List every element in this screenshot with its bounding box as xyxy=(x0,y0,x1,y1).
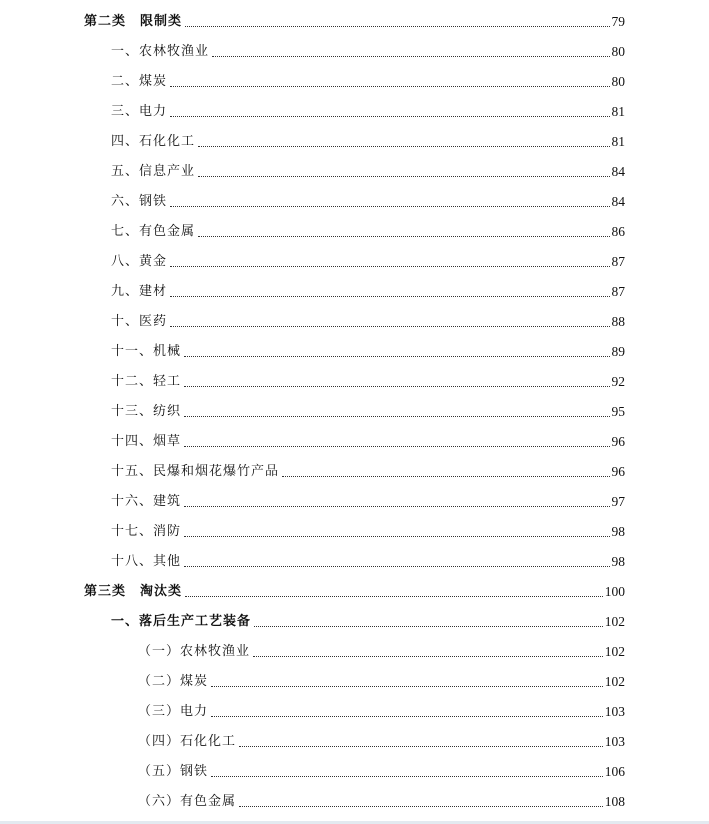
toc-label: （三）电力 xyxy=(138,704,209,719)
toc-entry-subsection[interactable] xyxy=(138,638,625,660)
toc-label: 十六、建筑 xyxy=(111,494,182,509)
toc-page-number: 97 xyxy=(611,494,625,509)
toc-entry[interactable] xyxy=(111,248,625,270)
dot-leader xyxy=(239,806,603,807)
dot-leader xyxy=(184,386,609,387)
toc-label: （二）煤炭 xyxy=(138,674,209,689)
dot-leader xyxy=(184,566,609,567)
toc-entry[interactable] xyxy=(111,98,625,120)
dot-leader xyxy=(254,626,603,627)
toc-page-number: 98 xyxy=(611,524,625,539)
toc-label: 十三、纺织 xyxy=(111,404,182,419)
toc-page-number: 96 xyxy=(611,464,625,479)
toc-label: 一、农林牧渔业 xyxy=(111,44,210,59)
toc-page-number: 87 xyxy=(611,284,625,299)
toc-label: （一）农林牧渔业 xyxy=(138,644,251,659)
dot-leader xyxy=(198,146,609,147)
toc-page-number: 103 xyxy=(604,734,625,749)
toc-page-number: 80 xyxy=(611,44,625,59)
dot-leader xyxy=(198,176,609,177)
toc-entry[interactable] xyxy=(111,458,625,480)
dot-leader xyxy=(239,746,603,747)
toc-entry[interactable] xyxy=(111,548,625,570)
toc-label: 第三类 淘汰类 xyxy=(84,584,183,599)
toc-page-number: 87 xyxy=(611,254,625,269)
dot-leader xyxy=(170,266,609,267)
toc-entry[interactable] xyxy=(111,188,625,210)
toc-entry[interactable] xyxy=(111,338,625,360)
toc-page-number: 102 xyxy=(604,674,625,689)
toc-page-number: 86 xyxy=(611,224,625,239)
toc-entry[interactable] xyxy=(111,488,625,510)
dot-leader xyxy=(184,446,609,447)
dot-leader xyxy=(184,506,609,507)
toc-label: 九、建材 xyxy=(111,284,168,299)
toc-page-number: 81 xyxy=(611,104,625,119)
toc-entry-category-restricted[interactable] xyxy=(84,8,625,30)
toc-label: 十八、其他 xyxy=(111,554,182,569)
toc-page-number: 108 xyxy=(604,794,625,809)
toc-page-number: 89 xyxy=(611,344,625,359)
dot-leader xyxy=(211,686,603,687)
toc-label: 七、有色金属 xyxy=(111,224,196,239)
toc-label: 十二、轻工 xyxy=(111,374,182,389)
toc-entry[interactable] xyxy=(111,518,625,540)
toc-entry-subsection[interactable] xyxy=(138,698,625,720)
dot-leader xyxy=(211,776,603,777)
toc-page-number: 79 xyxy=(611,14,625,29)
dot-leader xyxy=(170,296,609,297)
toc-label: 四、石化化工 xyxy=(111,134,196,149)
toc-entry-subsection[interactable] xyxy=(138,668,625,690)
toc-entry[interactable] xyxy=(111,278,625,300)
toc-entry-section[interactable] xyxy=(111,608,625,630)
toc-label: 十五、民爆和烟花爆竹产品 xyxy=(111,464,280,479)
toc-page-number: 100 xyxy=(604,584,625,599)
toc-entry[interactable] xyxy=(111,68,625,90)
toc-label: 十一、机械 xyxy=(111,344,182,359)
toc-label: 三、电力 xyxy=(111,104,168,119)
toc-page-number: 95 xyxy=(611,404,625,419)
dot-leader xyxy=(185,26,609,27)
toc-label: （六）有色金属 xyxy=(138,794,237,809)
toc-entry[interactable] xyxy=(111,128,625,150)
dot-leader xyxy=(170,206,609,207)
dot-leader xyxy=(184,356,609,357)
toc-label: 二、煤炭 xyxy=(111,74,168,89)
toc-entry[interactable] xyxy=(111,368,625,390)
toc-entry[interactable] xyxy=(111,308,625,330)
toc-page-number: 102 xyxy=(604,614,625,629)
toc-entry-subsection[interactable] xyxy=(138,728,625,750)
toc-label: 十四、烟草 xyxy=(111,434,182,449)
toc-page-number: 88 xyxy=(611,314,625,329)
dot-leader xyxy=(184,416,609,417)
dot-leader xyxy=(212,56,609,57)
dot-leader xyxy=(211,716,603,717)
dot-leader xyxy=(170,86,609,87)
toc-page-number: 103 xyxy=(604,704,625,719)
dot-leader xyxy=(198,236,609,237)
toc-entry[interactable] xyxy=(111,428,625,450)
toc-label: 五、信息产业 xyxy=(111,164,196,179)
dot-leader xyxy=(184,536,609,537)
toc-entry[interactable] xyxy=(111,398,625,420)
toc-page-number: 84 xyxy=(611,164,625,179)
toc-entry-subsection[interactable] xyxy=(138,788,625,810)
toc-page-number: 80 xyxy=(611,74,625,89)
dot-leader xyxy=(282,476,609,477)
dot-leader xyxy=(170,326,609,327)
toc-label: 十、医药 xyxy=(111,314,168,329)
dot-leader xyxy=(185,596,603,597)
toc-page-number: 81 xyxy=(611,134,625,149)
toc-label: 六、钢铁 xyxy=(111,194,168,209)
dot-leader xyxy=(170,116,609,117)
toc-entry[interactable] xyxy=(111,158,625,180)
toc-label: 第二类 限制类 xyxy=(84,14,183,29)
dot-leader xyxy=(253,656,603,657)
toc-page-number: 84 xyxy=(611,194,625,209)
toc-entry[interactable] xyxy=(111,38,625,60)
toc-label: 一、落后生产工艺装备 xyxy=(111,614,252,629)
toc-page-number: 96 xyxy=(611,434,625,449)
toc-page-number: 102 xyxy=(604,644,625,659)
toc-label: （五）钢铁 xyxy=(138,764,209,779)
toc-page-number: 98 xyxy=(611,554,625,569)
toc-label: 八、黄金 xyxy=(111,254,168,269)
toc-entry-subsection[interactable] xyxy=(138,758,625,780)
toc-entry[interactable] xyxy=(111,218,625,240)
toc-page-number: 106 xyxy=(604,764,625,779)
toc-entry-category-eliminated[interactable] xyxy=(84,578,625,600)
toc-label: （四）石化化工 xyxy=(138,734,237,749)
toc-label: 十七、消防 xyxy=(111,524,182,539)
toc-page-number: 92 xyxy=(611,374,625,389)
